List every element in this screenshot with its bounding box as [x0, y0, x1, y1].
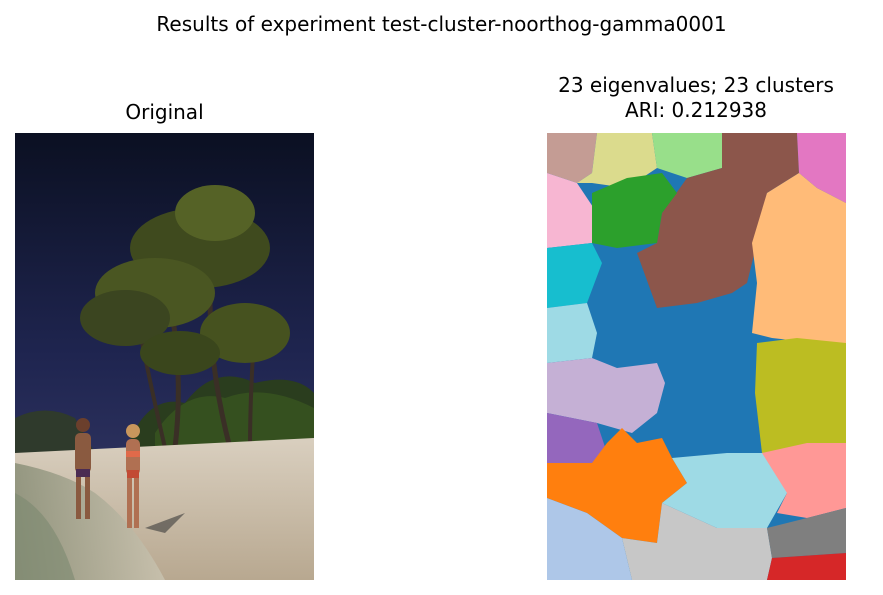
original-panel-title: Original	[125, 100, 204, 124]
cluster-region	[547, 303, 597, 363]
beach-photo	[15, 133, 314, 580]
figure-title: Results of experiment test-cluster-noorthog-gamma0001	[156, 12, 727, 36]
clusters-panel-title-line2: ARI: 0.212938	[624, 98, 767, 122]
cluster-segmentation-image	[547, 133, 846, 580]
cluster-region	[755, 338, 846, 453]
original-image	[15, 133, 314, 580]
clusters-panel-title-line1: 23 eigenvalues; 23 clusters	[558, 73, 834, 97]
clusters-panel-title	[496, 73, 883, 123]
cluster-region	[752, 173, 846, 343]
cluster-map	[547, 133, 846, 580]
